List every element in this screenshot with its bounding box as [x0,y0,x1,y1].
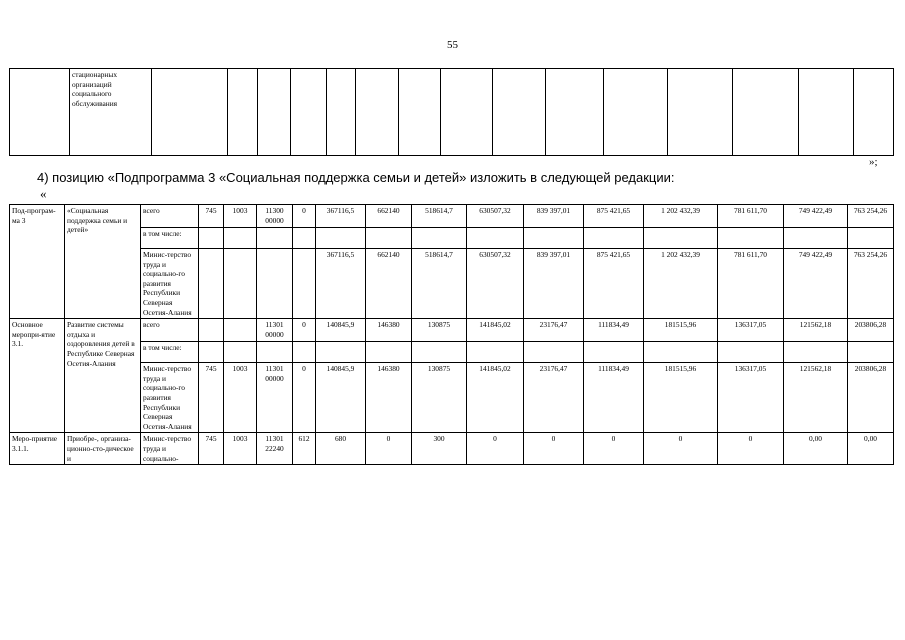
cell-value [644,228,718,249]
table-row [10,363,894,433]
cell-vr: 0 [293,319,316,342]
cell-value: 146380 [366,319,412,342]
row-source-label: Минис-терство труда и социально-го развития Республики Северная Осетия-Алания [141,249,199,319]
cell-rzpr: 1003 [224,433,257,465]
table-row [10,249,894,319]
cell-value: 121562,18 [784,319,848,342]
table-cell [327,69,356,156]
cell-value [366,228,412,249]
subprogram-table [9,204,894,465]
row-status: Меро-приятие 3.1.1. [10,433,65,465]
cell-value: 146380 [366,363,412,433]
cell-rzpr [224,342,257,363]
cell-value: 839 397,01 [524,249,584,319]
cell-value [412,342,467,363]
cell-value: 763 254,26 [848,205,894,228]
cell-value: 781 611,70 [718,205,784,228]
cell-value: 662140 [366,205,412,228]
cell-value [848,342,894,363]
cell-vr [293,249,316,319]
cell-value: 1 202 432,39 [644,249,718,319]
cell-value: 749 422,49 [784,249,848,319]
cell-vr: 0 [293,205,316,228]
row-status: Под-програм-ма 3 [10,205,65,319]
cell-csr: 11300 00000 [257,205,293,228]
table-cell [441,69,493,156]
cell-value: 630507,32 [467,249,524,319]
cell-rzpr: 1003 [224,363,257,433]
cell-value [784,342,848,363]
cell-value [524,228,584,249]
cell-value: 0 [467,433,524,465]
row-name: Приобре-, организа-ционно-сто-дическое и [65,433,141,465]
cell-value [848,228,894,249]
cell-value [316,228,366,249]
cell-value [784,228,848,249]
cell-value: 111834,49 [584,319,644,342]
cell-value: 0,00 [784,433,848,465]
cell-vr [293,228,316,249]
cell-value: 140845,9 [316,319,366,342]
row-source-label: всего [141,205,199,228]
row-source-label: Минис-терство труда и социально- [141,433,199,465]
cell-value [524,342,584,363]
cell-grbs: 745 [199,205,224,228]
cell-csr [257,228,293,249]
cell-value: 181515,96 [644,319,718,342]
cell-value: 367116,5 [316,205,366,228]
table-row [10,205,894,228]
cell-value [316,342,366,363]
cell-grbs: 745 [199,433,224,465]
cell-value [644,342,718,363]
table-cell [152,69,228,156]
cell-value: 141845,02 [467,319,524,342]
cell-value: 0 [584,433,644,465]
cell-value: 23176,47 [524,319,584,342]
table-cell [854,69,894,156]
cell-value: 763 254,26 [848,249,894,319]
cell-csr [257,249,293,319]
cell-csr [257,342,293,363]
cell-grbs [199,228,224,249]
table-cell [799,69,854,156]
instruction-text: 4) позицию «Подпрограмма 3 «Социальная поддержка семьи и детей» изложить в следующей редакции: [37,170,675,185]
table-cell [399,69,441,156]
row-status: Основное меропри-ятие 3.1. [10,319,65,433]
cell-value: 630507,32 [467,205,524,228]
cell-value: 130875 [412,363,467,433]
cell-grbs: 745 [199,363,224,433]
cell-value: 140845,9 [316,363,366,433]
table-cell [604,69,668,156]
cell-value: 518614,7 [412,249,467,319]
table-row [10,228,894,249]
cell-value: 300 [412,433,467,465]
cell-value: 203806,28 [848,363,894,433]
cell-csr: 11301 22240 [257,433,293,465]
cell-value: 136317,05 [718,319,784,342]
previous-table-fragment [9,68,894,156]
cell-vr: 0 [293,363,316,433]
cell-value [584,228,644,249]
row-name: Развитие системы отдыха и оздоровления детей в Республике Северная Осетия-Алания [65,319,141,433]
closing-quote: »; [869,156,878,168]
table-cell [258,69,291,156]
cell-value: 0,00 [848,433,894,465]
cell-value: 518614,7 [412,205,467,228]
cell-value: 0 [718,433,784,465]
table-row [10,433,894,465]
cell-value: 111834,49 [584,363,644,433]
cell-csr: 11301 00000 [257,319,293,342]
row-source-label: в том числе: [141,228,199,249]
cell-value [366,342,412,363]
cell-value [412,228,467,249]
cell-value: 0 [366,433,412,465]
cell-vr: 612 [293,433,316,465]
cell-rzpr: 1003 [224,205,257,228]
table-cell [356,69,399,156]
cell-value: 781 611,70 [718,249,784,319]
row-name: «Социальная поддержка семьи и детей» [65,205,141,319]
row-source-label: всего [141,319,199,342]
cell-value: 136317,05 [718,363,784,433]
cell-value: 23176,47 [524,363,584,433]
cell-grbs [199,249,224,319]
cell-value: 367116,5 [316,249,366,319]
table-cell [493,69,546,156]
cell-value [584,342,644,363]
cell-csr: 11301 00000 [257,363,293,433]
table-cell [546,69,604,156]
cell-value: 181515,96 [644,363,718,433]
cell-value [467,228,524,249]
cell-rzpr [224,228,257,249]
cell-grbs [199,342,224,363]
table-cell [228,69,258,156]
cell-value: 680 [316,433,366,465]
cell-value: 662140 [366,249,412,319]
cell-rzpr [224,249,257,319]
table-row [10,342,894,363]
table-row [10,319,894,342]
cell-value [718,228,784,249]
cell-value: 1 202 432,39 [644,205,718,228]
table-cell-name: стационарных организаций социального обслуживания [70,69,152,156]
page-number: 55 [447,39,458,51]
cell-value: 875 421,65 [584,249,644,319]
cell-value: 130875 [412,319,467,342]
cell-value: 875 421,65 [584,205,644,228]
cell-value: 141845,02 [467,363,524,433]
cell-value: 0 [524,433,584,465]
cell-value: 749 422,49 [784,205,848,228]
row-source-label: в том числе: [141,342,199,363]
table-cell [733,69,799,156]
cell-value: 839 397,01 [524,205,584,228]
table-cell [668,69,733,156]
cell-value [467,342,524,363]
cell-value: 203806,28 [848,319,894,342]
cell-vr [293,342,316,363]
row-source-label: Минис-терство труда и социально-го развития Республики Северная Осетия-Алания [141,363,199,433]
cell-rzpr [224,319,257,342]
table-cell [291,69,327,156]
table-cell [10,69,70,156]
cell-value: 121562,18 [784,363,848,433]
cell-value [718,342,784,363]
cell-value: 0 [644,433,718,465]
opening-quote: « [40,186,47,201]
cell-grbs [199,319,224,342]
